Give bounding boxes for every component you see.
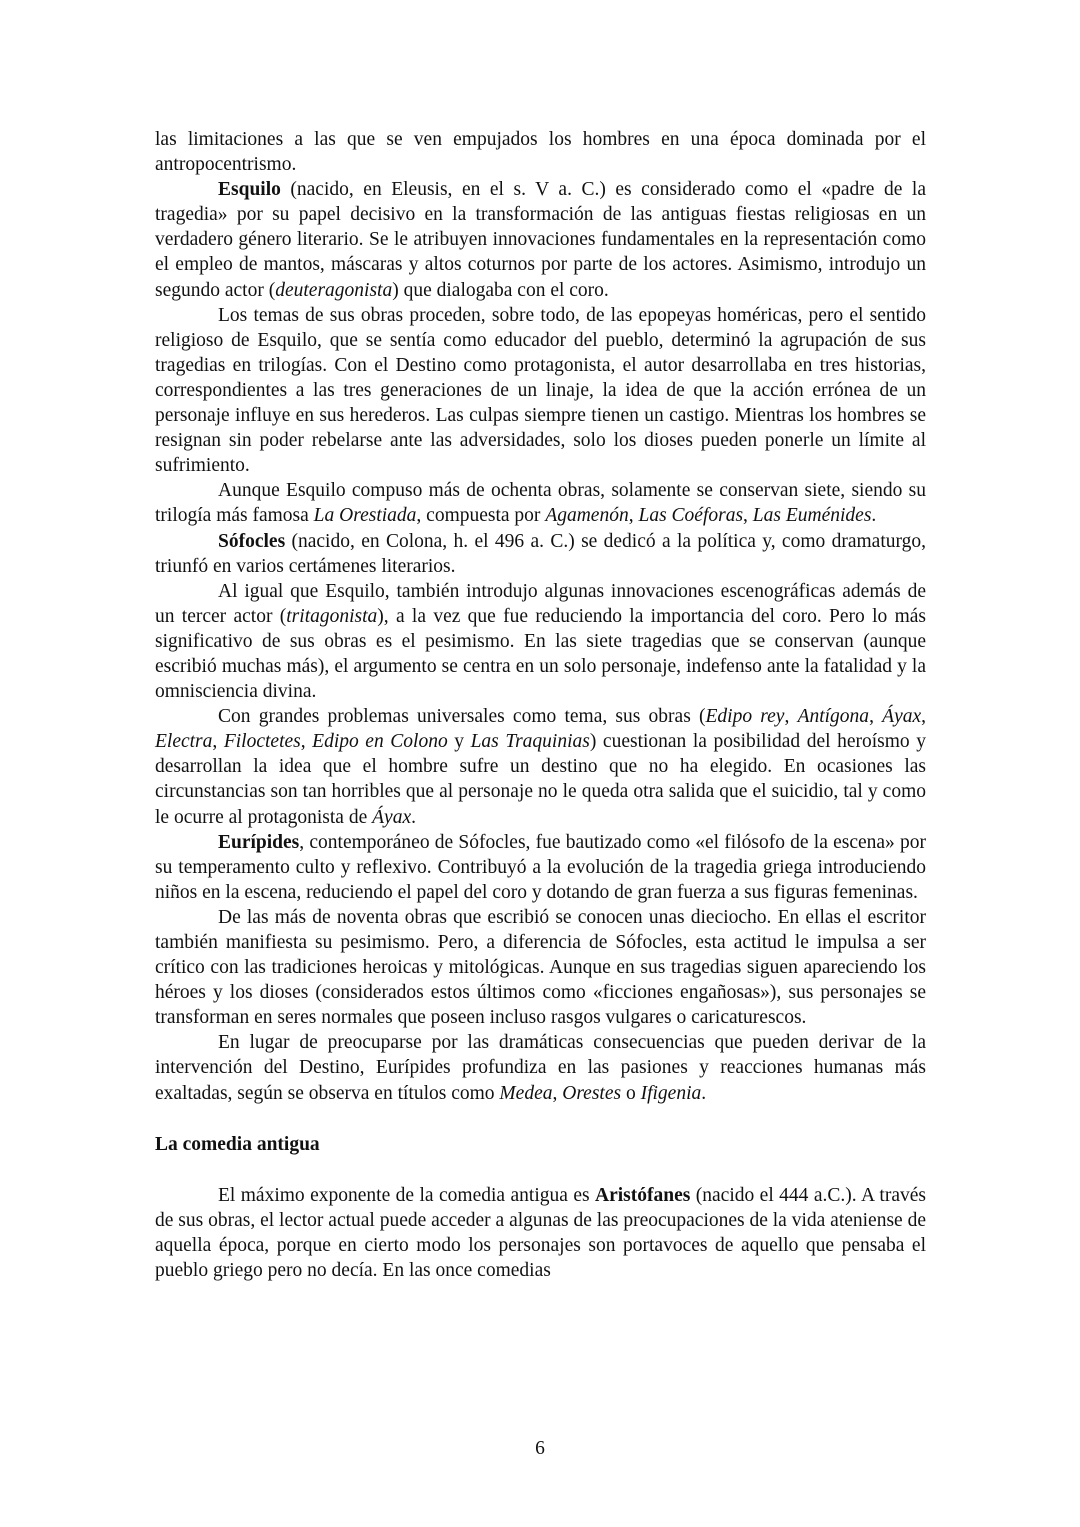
section-heading: La comedia antigua <box>155 1133 320 1155</box>
text-run: ), a la vez que fue reduciendo la importancia del coro. Pero lo más significativo de sus obras es el pesimismo. En las siete tragedias que se conservan (aunque escribió muchas más), el argumento se centra en un solo personaje, indefenso ante la fatalidad y la omnisciencia divina. <box>155 605 926 703</box>
page-number: 6 <box>535 1438 545 1459</box>
text-run: (nacido el 444 a.C.). A través de sus obras, el lector actual puede acceder a algunas de las preocupaciones de la vida ateniense de aquella época, porque en cierto modo los personajes son portavoces de aquello que pensaba el pueblo griego pero no decía. En las once comedias <box>155 1184 926 1282</box>
text-run: ) que dialogaba con el coro. <box>392 279 609 301</box>
text-run: , <box>628 505 639 527</box>
text-run: Aunque Esquilo compuso más de ochenta obras, solamente se conservan siete, siendo su trilogía más famosa <box>155 480 926 527</box>
text-run: las limitaciones a las que se ven empujados los hombres en una época dominada por el antropocentrismo. <box>155 129 926 176</box>
italic-text: La Orestiada <box>313 505 417 527</box>
italic-text: Filoctetes <box>223 731 301 753</box>
text-run: En lugar de preocuparse por las dramáticas consecuencias que pueden derivar de la intervención del Destino, Eurípides profundiza en las pasiones y reacciones humanas más exaltadas, según se observa en títulos como <box>155 1032 926 1104</box>
italic-text: Antígona <box>797 706 870 728</box>
paragraph <box>155 177 926 302</box>
paragraph <box>155 830 926 905</box>
text-run: De las más de noventa obras que escribió se conocen unas dieciocho. En ellas el escritor también manifiesta su pesimismo. Pero, a diferencia de Sófocles, esta actitud le impulsa a ser crítico con las tradiciones heroicas y mitológicas. Aunque en sus tragedias siguen apareciendo los héroes y los dioses (considerados estos últimos como «ficciones engañosas»), sus personajes se transforman en seres normales que poseen incluso rasgos vulgares o caricaturescos. <box>155 906 926 1029</box>
bold-text: Eurípides <box>218 831 300 853</box>
text-run: Los temas de sus obras proceden, sobre todo, de las epopeyas homéricas, pero el sentido religioso de Esquilo, que se sentía como educador del pueblo, determinó la agrupación de sus tragedias en trilogías. Con el Destino como protagonista, el autor desarrollaba en tres historias, correspondientes a las tres generaciones de un linaje, la idea de que la acción errónea de un personaje influye en sus herederos. Las culpas siempre tienen un castigo. Mientras los hombres se resignan sin poder rebelarse ante las adversidades, solo los dioses pueden ponerle un límite al sufrimiento. <box>155 304 926 477</box>
italic-text: Electra <box>155 731 213 753</box>
paragraph <box>155 905 926 1030</box>
text-run: , <box>743 505 753 527</box>
italic-text: Las Traquinias <box>470 731 590 753</box>
document-page <box>155 127 926 1283</box>
italic-text: Las Coéforas <box>638 505 744 527</box>
bold-text: Esquilo <box>218 179 281 201</box>
paragraph <box>155 478 926 528</box>
text-run: , <box>212 731 224 753</box>
italic-text: Áyax <box>372 806 412 828</box>
italic-text: deuteragonista <box>275 279 393 301</box>
paragraph <box>155 303 926 479</box>
paragraph <box>155 1030 926 1105</box>
text-run: (nacido, en Eleusis, en el s. V a. C.) es considerado como el «padre de la tragedia» por su papel decisivo en la transformación de las antiguas fiestas religiosas en un verdadero género literario. Se le atribuyen innovaciones fundamentales en la representación como el empleo de mantos, máscaras y altos coturnos por parte de los actores. Asimismo, introdujo un segundo actor ( <box>155 179 926 301</box>
text-run: ) cuestionan la posibilidad del heroísmo y desarrollan la idea que el hombre sufre un destino que no ha elegido. En ocasiones las circunstancias son tan horribles que al personaje no le queda otra salida que el suicidio, tal y como le ocurre al protagonista de <box>155 731 926 828</box>
italic-text: Medea <box>499 1082 553 1104</box>
text-run: , <box>300 731 313 753</box>
italic-text: Orestes <box>562 1082 622 1104</box>
text-run: , <box>869 706 883 728</box>
text-run: , contemporáneo de Sófocles, fue bautizado como «el filósofo de la escena» por su temperamento culto y reflexivo. Contribuyó a la evolución de la tragedia griega introduciendo niños en la escena, reduciendo el papel del coro y dotando de gran fuerza a sus figuras femeninas. <box>155 831 926 903</box>
text-run: y <box>447 731 471 753</box>
italic-text: Áyax <box>882 706 922 728</box>
italic-text: Agamenón <box>545 505 629 527</box>
bold-text: Sófocles <box>218 530 286 552</box>
text-run: . <box>411 806 416 828</box>
text-run: Con grandes problemas universales como tema, sus obras ( <box>218 706 706 728</box>
text-run: o <box>621 1082 641 1104</box>
body-text <box>155 127 926 1106</box>
text-run: . <box>701 1082 707 1104</box>
italic-text: Ifigenia <box>640 1082 702 1104</box>
italic-text: Las Euménides <box>752 505 872 527</box>
italic-text: Edipo en Colono <box>312 731 448 753</box>
section-body-text <box>155 1183 926 1283</box>
paragraph <box>155 1183 926 1283</box>
paragraph <box>155 704 926 829</box>
text-run: , compuesta por <box>416 505 546 527</box>
italic-text: Edipo rey <box>705 706 785 728</box>
italic-text: tritagonista <box>286 605 378 627</box>
text-run: . <box>871 505 877 527</box>
paragraph <box>155 529 926 579</box>
text-run: , <box>552 1082 563 1104</box>
text-run: Al igual que Esquilo, también introdujo algunas innovaciones escenográficas además de un tercer actor ( <box>155 580 926 627</box>
text-run: , <box>784 706 798 728</box>
bold-text: Aristófanes <box>595 1184 691 1206</box>
paragraph <box>155 579 926 704</box>
text-run: (nacido, en Colona, h. el 496 a. C.) se dedicó a la política y, como dramaturgo, triunfó en varios certámenes literarios. <box>155 530 926 577</box>
text-run: El máximo exponente de la comedia antigua es <box>218 1184 595 1206</box>
paragraph <box>155 127 926 177</box>
text-run: , <box>921 706 927 728</box>
